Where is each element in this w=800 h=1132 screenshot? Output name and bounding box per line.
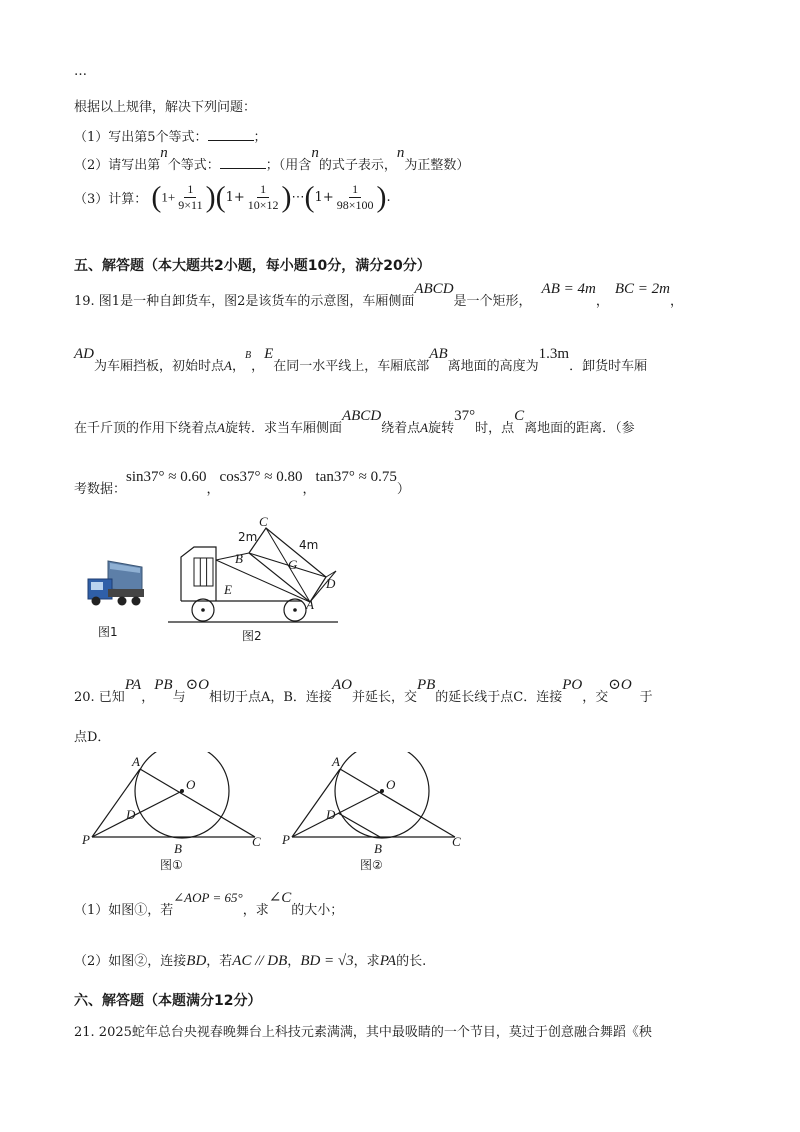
p19-text-11: 时，点 bbox=[475, 421, 515, 436]
question-20-2 bbox=[74, 950, 426, 970]
q2-n: n bbox=[160, 145, 168, 161]
p19-cos: cos37° ≈ 0.80 bbox=[219, 469, 303, 485]
fig19-label-d: D bbox=[326, 576, 336, 591]
section-6-heading: 六、解答题（本题满分12分） bbox=[74, 993, 262, 1009]
p20-pa: PA bbox=[124, 677, 142, 693]
p19-text-7: 在千斤顶的作用下绕着点 bbox=[74, 421, 218, 436]
p19-ab-2: AB bbox=[429, 346, 448, 362]
q20-1-angle: ∠AOP = 65° bbox=[173, 890, 243, 905]
p19-text-14: ） bbox=[396, 482, 410, 497]
q20-2-bd: BD bbox=[186, 953, 207, 969]
q2-mid: 个等式： bbox=[167, 158, 220, 173]
p20-comma: ， bbox=[141, 690, 155, 705]
question-3: （3）计算： (1+ $\frac{1}{9\times 11}$ )(1+ $\frac{1}{10\times 12}$ )⋯(1+ $\frac{1}{98\times 100}$ ). bbox=[74, 180, 391, 214]
fig20-1-label-d: D bbox=[126, 807, 136, 822]
p19-a: A bbox=[224, 358, 232, 373]
p20-text-2: 与 bbox=[172, 690, 186, 705]
p19-a-3: A bbox=[420, 420, 429, 435]
q2-suffix1: ；（用含 bbox=[265, 158, 312, 173]
answer-blank-2 bbox=[220, 156, 266, 169]
q3-one-plus-2: 1+ bbox=[225, 190, 245, 205]
q1-suffix: ； bbox=[253, 130, 267, 145]
fraction-1: $\frac{1}{9\times 11}$ bbox=[178, 182, 203, 212]
question-2 bbox=[74, 145, 470, 174]
fig19-label-b: B bbox=[235, 551, 243, 566]
problem-19-line-2: AD为车厢挡板，初始时点A，$^B$，E在同一水平线上，车厢底部AB离地面的高度为1.3m．卸货时车厢 bbox=[74, 346, 648, 374]
figure-2-label: 图2 bbox=[242, 629, 262, 643]
dump-truck-photo bbox=[84, 561, 144, 606]
p20-text-1: 20. 已知 bbox=[74, 690, 125, 705]
p20-ao: AO bbox=[331, 677, 352, 693]
answer-blank-1 bbox=[208, 128, 254, 141]
problem-19-line-3 bbox=[74, 408, 635, 437]
fig20-1-label-a: A bbox=[132, 754, 140, 769]
p19-bc: BC = 2m bbox=[614, 281, 670, 297]
p19-ab: AB = 4m bbox=[541, 281, 596, 297]
fig20-2-label-p: P bbox=[282, 832, 290, 847]
p19-text-13: 考数据： bbox=[74, 482, 127, 497]
p20-pb-2: PB bbox=[416, 677, 436, 693]
p19-e: E bbox=[264, 346, 274, 362]
fig20-1-label-p: P bbox=[82, 832, 90, 847]
q20-2-bd-value: BD = √3 bbox=[300, 953, 354, 969]
problem-19-line-4 bbox=[74, 469, 410, 498]
p19-text-5: 离地面的高度为 bbox=[447, 359, 539, 374]
p19-text-12: 离地面的距离．（参 bbox=[524, 421, 635, 436]
q20-2-text-2: ，若 bbox=[206, 954, 233, 969]
p19-a-2: A bbox=[217, 420, 225, 435]
fraction-3: $\frac{1}{98\times 100}$ bbox=[336, 182, 374, 212]
p19-text-4: 在同一水平线上，车厢底部 bbox=[273, 359, 430, 374]
p19-height: 1.3m bbox=[538, 346, 570, 362]
fig20-2-label-b: B bbox=[374, 841, 382, 856]
p19-abcd: ABCD bbox=[414, 281, 454, 297]
q2-suffix3: 为正整数） bbox=[404, 158, 470, 173]
q3-end: . bbox=[386, 190, 391, 205]
q20-2-text-4: 的长. bbox=[396, 954, 427, 969]
p20-text-5: 的延长线于点C．连接 bbox=[435, 690, 563, 705]
question-20-1 bbox=[74, 890, 344, 919]
p19-b: B bbox=[244, 350, 252, 361]
figure-20 bbox=[80, 752, 480, 877]
p20-po: PO bbox=[562, 677, 583, 693]
p20-text-3: 相切于点A，B．连接 bbox=[208, 690, 332, 705]
q3-one-plus-1: 1+ bbox=[161, 189, 176, 205]
fig19-label-a: A bbox=[306, 597, 314, 612]
p19-text-3: 为车厢挡板，初始时点 bbox=[94, 359, 225, 374]
q2-suffix2: 的式子表示， bbox=[318, 158, 397, 173]
p19-ad: AD bbox=[74, 346, 94, 362]
fig19-label-e: E bbox=[224, 582, 232, 597]
fig19-len-4m: 4m bbox=[299, 538, 319, 552]
figure-19 bbox=[70, 505, 370, 655]
q2-prefix: （2）请写出第 bbox=[74, 158, 161, 173]
p19-c: C bbox=[514, 408, 525, 424]
figure-20-2-caption: 图② bbox=[360, 858, 383, 872]
q2-n2: n bbox=[311, 145, 319, 161]
ellipsis: … bbox=[74, 64, 87, 79]
fraction-2: $\frac{1}{10\times 12}$ bbox=[247, 182, 279, 212]
q20-2-pa: PA bbox=[379, 953, 397, 969]
figure-20-1-caption: 图① bbox=[160, 858, 183, 872]
figure-20-2 bbox=[281, 752, 461, 872]
p20-circle-o: ⊙O bbox=[185, 677, 209, 693]
p20-text-6: ，交 bbox=[582, 690, 609, 705]
q20-1-text-3: 的大小； bbox=[291, 903, 344, 918]
fig20-1-label-o: O bbox=[186, 777, 196, 792]
p20-text-7: 于 bbox=[639, 690, 653, 705]
problem-19-line-1 bbox=[74, 281, 683, 310]
problem-21-line-1: 21. 2025蛇年总台央视春晚舞台上科技元素满满，其中最吸睛的一个节目，莫过于创意融合舞蹈《秧 bbox=[74, 1025, 652, 1040]
q20-2-comma: ， bbox=[287, 954, 301, 969]
p19-sin: sin37° ≈ 0.60 bbox=[126, 469, 207, 485]
p19-text-1: 19. 图1是一种自卸货车，图2是该货车的示意图，车厢侧面 bbox=[74, 294, 415, 309]
p19-comma-1: ， bbox=[595, 294, 609, 309]
question-1 bbox=[74, 126, 267, 145]
p19-angle: 37° bbox=[454, 408, 476, 424]
p19-text-8: 旋转．求当车厢侧面 bbox=[224, 421, 342, 436]
fig19-label-g: G bbox=[288, 557, 298, 572]
q1-prefix: （1）写出第5个等式： bbox=[74, 130, 208, 145]
p19-abcd-2: ABCD bbox=[341, 408, 382, 424]
figure-20-1 bbox=[81, 752, 261, 872]
fig19-label-c: C bbox=[259, 514, 268, 529]
fig20-2-label-a: A bbox=[332, 754, 340, 769]
p19-comma-4: ， bbox=[302, 482, 316, 497]
problem-20-line-2: 点D． bbox=[74, 730, 111, 745]
problem-20-line-1 bbox=[74, 677, 653, 706]
section-5-heading: 五、解答题（本大题共2小题，每小题10分，满分20分） bbox=[74, 258, 431, 274]
q3-dots: ⋯ bbox=[291, 190, 305, 205]
fig20-1-label-c: C bbox=[252, 834, 261, 849]
q20-2-parallel: AC // DB bbox=[232, 953, 288, 969]
p19-text-2: 是一个矩形， bbox=[453, 294, 532, 309]
p19-text-9: 绕着点 bbox=[381, 421, 421, 436]
p20-text-4: 并延长，交 bbox=[351, 690, 417, 705]
intro-text: 根据以上规律，解决下列问题： bbox=[74, 100, 257, 115]
q3-one-plus-3: 1+ bbox=[314, 190, 334, 205]
p19-tan: tan37° ≈ 0.75 bbox=[315, 469, 397, 485]
q20-1-angle-c: ∠C bbox=[268, 890, 292, 906]
q20-2-text-3: ，求 bbox=[353, 954, 380, 969]
q2-n3: n bbox=[396, 145, 405, 161]
fig20-2-label-o: O bbox=[386, 777, 396, 792]
p19-comma-3: ， bbox=[206, 482, 220, 497]
fig20-1-label-b: B bbox=[174, 841, 182, 856]
q20-1-text-1: （1）如图①，若 bbox=[74, 903, 174, 918]
q3-prefix: （3）计算： bbox=[74, 192, 148, 207]
p20-pb: PB bbox=[154, 677, 173, 693]
p20-circle-o-2: ⊙O bbox=[608, 677, 632, 693]
fig19-len-2m: 2m bbox=[238, 530, 258, 544]
figure-1-label: 图1 bbox=[98, 625, 118, 639]
fig20-2-label-c: C bbox=[452, 834, 461, 849]
p19-text-6: ．卸货时车厢 bbox=[569, 359, 648, 374]
q20-2-text-1: （2）如图②，连接 bbox=[74, 954, 187, 969]
p19-comma-2: ， bbox=[669, 294, 683, 309]
fig20-2-label-d: D bbox=[326, 807, 336, 822]
p19-text-10: 旋转 bbox=[428, 421, 455, 436]
q20-1-text-2: ，求 bbox=[242, 903, 269, 918]
